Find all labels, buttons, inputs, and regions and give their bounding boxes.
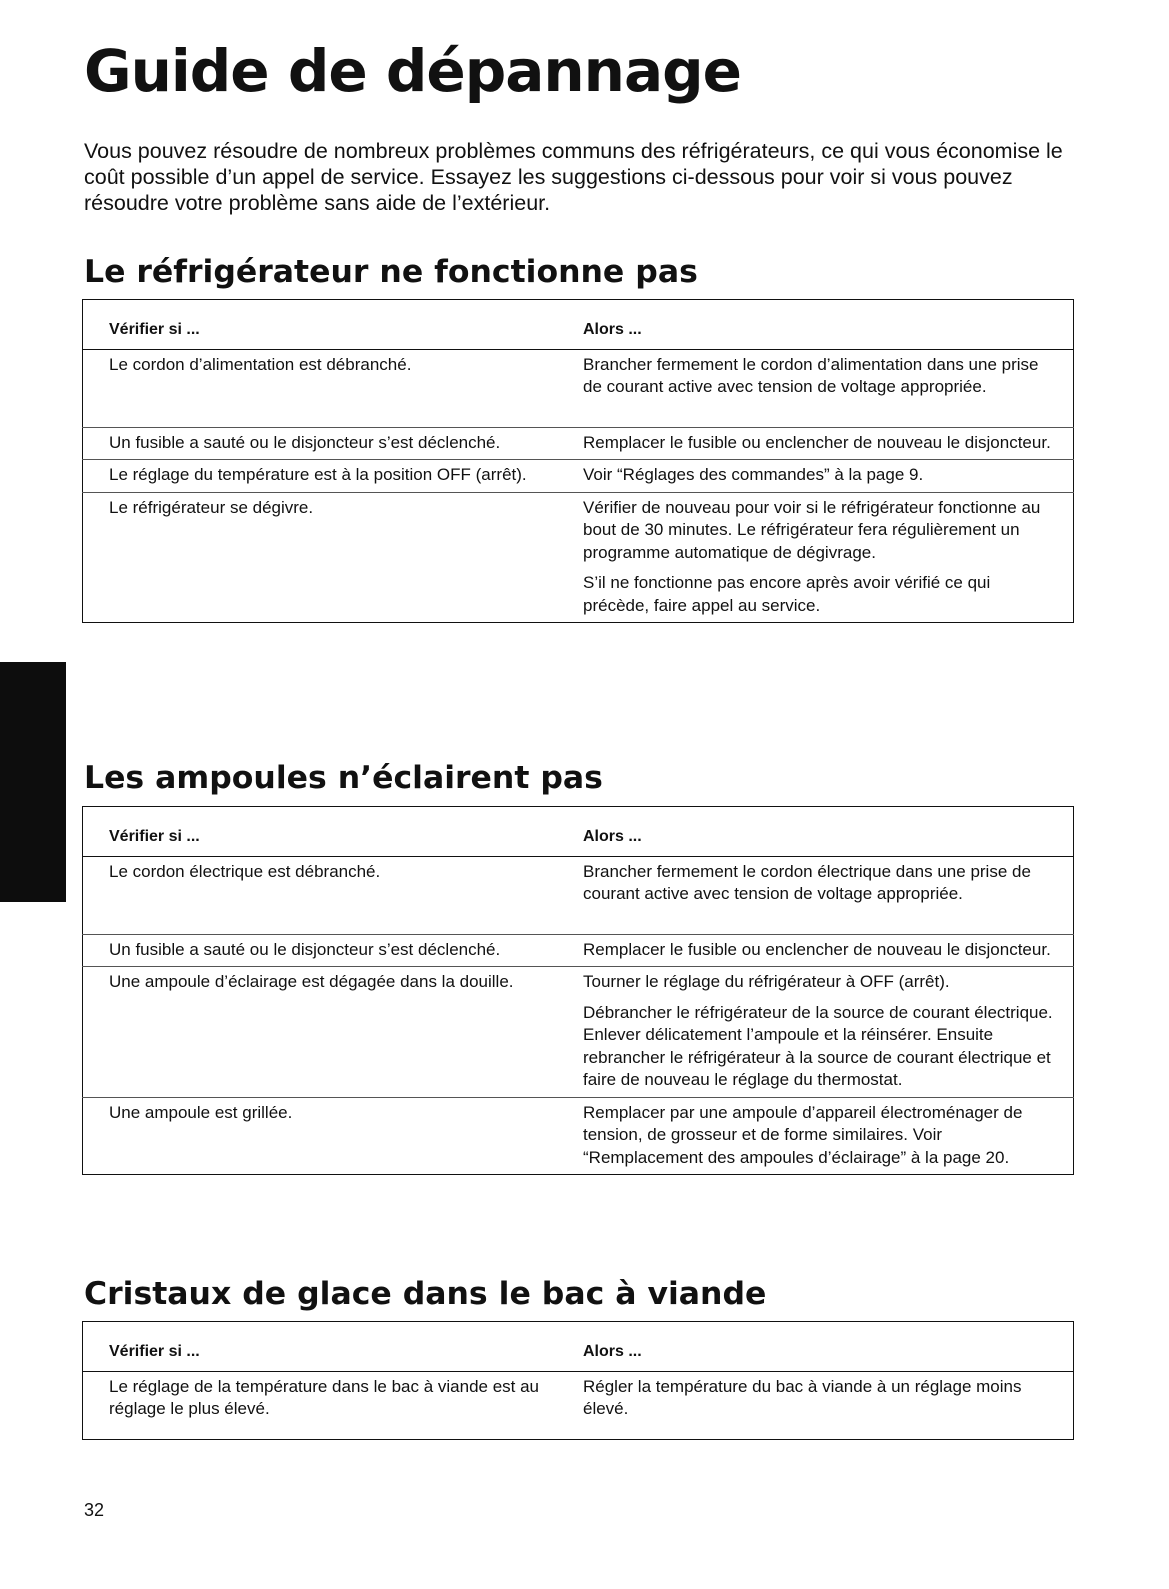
- column-header-then: Alors ...: [583, 807, 1074, 857]
- then-cell: [583, 856, 1074, 934]
- page-number: 32: [84, 1500, 105, 1520]
- then-text: Brancher fermement le cordon d’alimentation dans une prise de courant active avec tension de voltage appropriée.: [583, 354, 1039, 396]
- column-header-check: Vérifier si ...: [83, 300, 584, 350]
- then-text: S’il ne fonctionne pas encore après avoir vérifié ce qui précède, faire appel au service.: [583, 573, 991, 615]
- table-header-row: [83, 1322, 1074, 1372]
- check-cell: Un fusible a sauté ou le disjoncteur s’est déclenché.: [83, 427, 584, 460]
- table-row: [83, 460, 1074, 493]
- section-tab-marker: [0, 662, 66, 902]
- column-header-check: Vérifier si ...: [83, 807, 584, 857]
- check-cell: Un fusible a sauté ou le disjoncteur s’est déclenché.: [83, 934, 584, 967]
- check-cell: Le réfrigérateur se dégivre.: [83, 492, 584, 623]
- check-cell: Le réglage du température est à la position OFF (arrêt).: [83, 460, 584, 493]
- then-text: Régler la température du bac à viande à un réglage moins élevé.: [583, 1376, 1022, 1418]
- column-header-check: Vérifier si ...: [83, 1322, 584, 1372]
- troubleshooting-table-refrigerator: [82, 299, 1074, 623]
- then-cell: [583, 934, 1074, 967]
- then-cell: [583, 1371, 1074, 1439]
- then-text: Remplacer le fusible ou enclencher de nouveau le disjoncteur.: [583, 432, 1051, 452]
- then-cell: [583, 967, 1074, 1098]
- then-text: Brancher fermement le cordon électrique dans une prise de courant active avec tension de voltage appropriée.: [583, 861, 1031, 903]
- table-header-row: [83, 807, 1074, 857]
- table-row: [83, 492, 1074, 623]
- check-cell: Une ampoule d’éclairage est dégagée dans la douille.: [83, 967, 584, 1098]
- then-text: Remplacer le fusible ou enclencher de nouveau le disjoncteur.: [583, 939, 1051, 959]
- intro-paragraph: Vous pouvez résoudre de nombreux problèmes communs des réfrigérateurs, ce qui vous économise le coût possible d’un appel de service. Essayez les suggestions ci-dessous pour voir si vous pouvez résoudre votre problème sans aide de l’extérieur.: [84, 139, 1063, 215]
- section-title-ice-crystals: Cristaux de glace dans le bac à viande: [84, 1276, 767, 1312]
- then-text: Débrancher le réfrigérateur de la source de courant électrique. Enlever délicatement l’ampoule et la réinsérer. Ensuite rebrancher le réfrigérateur à la source de courant électrique et faire de nouveau le réglage du thermostat.: [583, 1002, 1053, 1089]
- table-row: [83, 934, 1074, 967]
- check-cell: Le réglage de la température dans le bac à viande est au réglage le plus élevé.: [109, 1376, 540, 1418]
- table-row: [83, 1371, 1074, 1439]
- table-row: [83, 349, 1074, 427]
- troubleshooting-table-bulbs: [82, 806, 1074, 1175]
- table-row: [83, 856, 1074, 934]
- then-text: Voir “Réglages des commandes” à la page 9.: [583, 465, 924, 484]
- check-cell: Le cordon électrique est débranché.: [109, 861, 381, 881]
- then-cell: [583, 427, 1074, 460]
- check-cell: Une ampoule est grillée.: [83, 1097, 584, 1175]
- section-title-bulbs-not-lighting: Les ampoules n’éclairent pas: [84, 760, 603, 796]
- page-title: Guide de dépannage: [84, 37, 741, 105]
- then-text: Remplacer par une ampoule d’appareil électroménager de tension, de grosseur et de forme similaires. Voir “Remplacement des ampoules d’éclairage” à la page 20.: [583, 1102, 1023, 1167]
- table-header-row: [83, 300, 1074, 350]
- then-text: Vérifier de nouveau pour voir si le réfrigérateur fonctionne au bout de 30 minutes. Le réfrigérateur fera régulièrement un programme automatique de dégivrage.: [583, 497, 1041, 562]
- then-text: Tourner le réglage du réfrigérateur à OFF (arrêt).: [583, 972, 950, 991]
- column-header-then: Alors ...: [583, 300, 1074, 350]
- section-title-refrigerator-not-working: Le réfrigérateur ne fonctionne pas: [84, 254, 698, 290]
- troubleshooting-table-ice-crystals: [82, 1321, 1074, 1440]
- check-cell: Le cordon d’alimentation est débranché.: [109, 354, 412, 374]
- table-row: [83, 967, 1074, 1098]
- table-row: [83, 427, 1074, 460]
- then-cell: [583, 1097, 1074, 1175]
- table-row: [83, 1097, 1074, 1175]
- column-header-then: Alors ...: [583, 1322, 1074, 1372]
- then-cell: [583, 492, 1074, 623]
- then-cell: [583, 349, 1074, 427]
- then-cell: [583, 460, 1074, 493]
